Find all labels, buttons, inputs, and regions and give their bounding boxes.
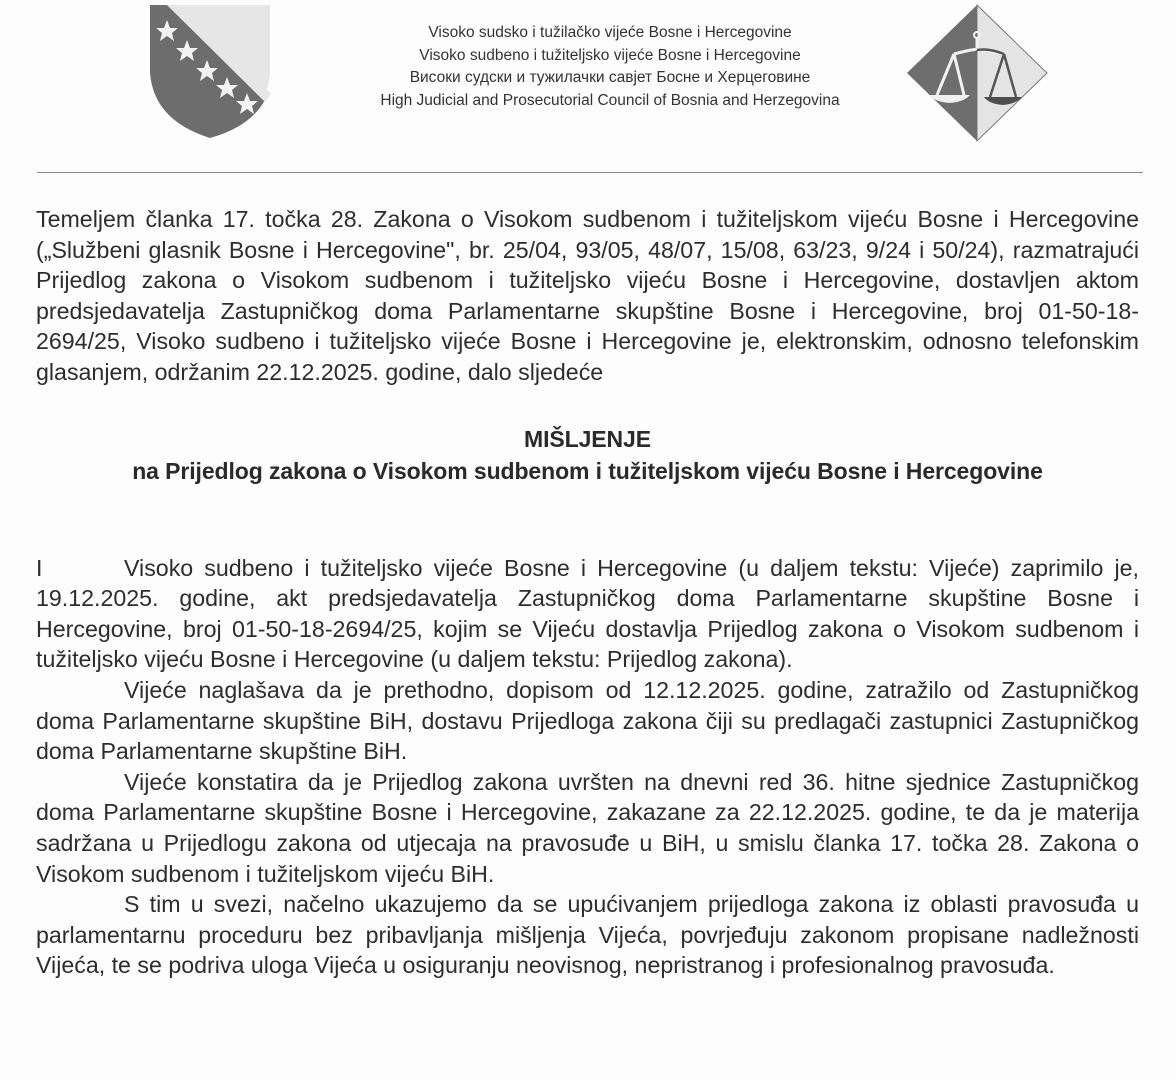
section-number: I — [36, 554, 43, 581]
header-divider — [37, 172, 1143, 173]
institution-name-croatian: Visoko sudbeno i tužiteljsko vijeće Bosne i Hercegovine — [419, 46, 801, 64]
section-paragraph — [36, 553, 1139, 675]
opinion-heading — [36, 423, 1139, 487]
institution-name-bosnian: Visoko sudsko i tužilačko vijeće Bosne i Hercegovine — [428, 24, 792, 41]
institution-name-english: High Judicial and Prosecutorial Council of Bosnia and Herzegovina — [380, 91, 840, 109]
scales-of-justice-icon — [904, 2, 1050, 144]
section-paragraph: Vijeće naglašava da je prethodno, dopisom od 12.12.2025. godine, zatražilo od Zastupničkog doma Parlamentarne skupštine BiH, dostavu Prijedloga zakona čiji su predlagači zastupnici Zastupničkog doma Parlamentarne skupštine BiH. — [36, 676, 1139, 765]
preamble-paragraph: Temeljem članka 17. točka 28. Zakona o Visokom sudbenom i tužiteljskom vijeću Bosne i Hercegovine („Službeni glasnik Bosne i Hercegovine", br. 25/04, 93/05, 48/07, 15/08, 63/23, 9/24 i 50/24), razmatrajući Prijedlog zakona o Visokom sudbenom i tužiteljsko vijeću Bosne i Hercegovine, dostavljen aktom predsjedavatelja Zastupničkog doma Parlamentarne skupštine Bosne i Hercegovine, broj 01-50-18-2694/25, Visoko sudbeno i tužiteljsko vijeće Bosne i Hercegovine je, elektronskim, odnosno telefonskim glasanjem, održanim 22.12.2025. godine, dalo sljedeće — [36, 206, 1139, 385]
document-body — [36, 204, 1139, 981]
opinion-subtitle: na Prijedlog zakona o Visokom sudbenom i tužiteljskom vijeću Bosne i Hercegovine — [132, 457, 1043, 484]
institution-names — [330, 22, 890, 112]
coat-of-arms-icon — [145, 2, 275, 140]
opinion-title: MIŠLJENJE — [524, 425, 651, 452]
section-paragraph: S tim u svezi, načelno ukazujemo da se upućivanjem prijedloga zakona iz oblasti pravosuđa u parlamentarnu proceduru bez pribavljanja mišljenja Vijeća, povrjeđuju zakonom propisane nadležnosti Vijeća, te se podriva uloga Vijeća u osiguranju neovisnog, nepristranog i profesionalnog pravosuđa. — [36, 891, 1139, 979]
letterhead — [0, 0, 1176, 175]
institution-name-serbian: Високи судски и тужилачки савјет Босне и Херцеговине — [409, 69, 811, 86]
section-paragraph: Vijeće konstatira da je Prijedlog zakona uvršten na dnevni red 36. hitne sjednice Zastupničkog doma Parlamentarne skupštine Bosne i Hercegovine, zakazane za 22.12.2025. godine, te da je materija sadržana u Prijedlogu zakona od utjecaja na pravosuđe u BiH, u smislu članka 17. točka 28. Zakona o Visokom sudbenom i tužiteljskom vijeću BiH. — [36, 768, 1139, 887]
section-paragraph-text: Visoko sudbeno i tužiteljsko vijeće Bosne i Hercegovine (u daljem tekstu: Vijeće) zaprimilo je, 19.12.2025. godine, akt predsjedavatelja Zastupničkog doma Parlamentarne skupštine Bosne i Hercegovine, broj 01-50-18-2694/25, kojim se Vijeću dostavlja Prijedlog zakona o Visokom sudbenom i tužiteljsko vijeću Bosne i Hercegovine (u daljem tekstu: Prijedlog zakona). — [36, 554, 1139, 673]
